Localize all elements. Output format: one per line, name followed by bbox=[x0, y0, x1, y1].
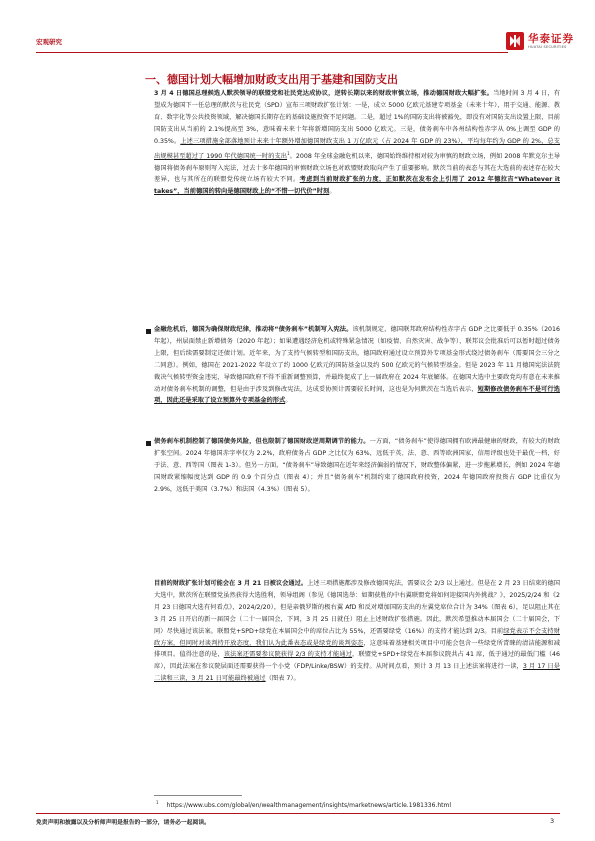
paragraph-1-text-b: 。2008 年全球金融危机以来，德国始终维持相对较为审慎的财政立场，例如 2008 年默克尔主导德国将债务刹车原则写入宪法，过去十多年德国的审慎财政立场也对欧盟财政取向产生了重要影响。默茨当前的表态与其在大选前的表述存在较大差异，也与其所在的联盟党传统立场有较大不同。 bbox=[154, 152, 560, 184]
paragraph-1-underline-2: 考虑到当前财政扩张的力度，正如默茨在发布会上引用了 2012 年德拉吉“Whatever it takes”，当前德国的转向是德国财政上的“不惜一切代价”时刻 bbox=[154, 176, 560, 196]
footnote-url[interactable]: https://www.ubs.com/global/en/wealthmanagement/insights/marketnews/article.1981336.html bbox=[166, 802, 451, 809]
paragraph-2-end: 。 bbox=[285, 397, 292, 405]
logo-text-cn: 华泰证券 bbox=[528, 33, 574, 45]
paragraph-4-underline: 绿党表示不会支持财政方案，但同时对谈判持开放态度，我们认为此番表态或是绿党的谈判姿态 bbox=[154, 627, 560, 647]
paragraph-4 bbox=[154, 578, 560, 685]
paragraph-2-text: 该机制规定，德国联邦政府结构性赤字占 GDP 之比要低于 0.35%（2016 年起），州层面禁止新增债务（2020 年起）；如果遭遇经济危机或特殊紧急情况（如疫情、自然灾害、战争等），联邦议会批准后可以暂时超过债务上限，但后续需要制定还债计划。近年来，为了支持气候转型和国防支出，德国政府通过设立预算外专项基金形式绕过债务刹车（需要国会三分之二同意）。例如，德国在 2021-2022 年设立了约 1000 亿欧元的国防基金以及约 500 亿欧元的气候转型基金。但是 2023 年 11 月德国宪法法院裁决气候转型资金违宪，导致德国政府不得不重新调整预算，并最终促成了上一届政府在 2024 年底解体。在德国大选中主要政党均有意在未来推动对债务刹车机制的调整，但是由于涉及到修改宪法，达成妥协预计需要较长时间，这也是为何默茨在当选后表示， bbox=[154, 326, 560, 393]
page-number: 3 bbox=[550, 817, 555, 825]
paragraph-4-lead: 目前的财政扩张计划可能会在 3 月 21 日被议会通过。 bbox=[154, 580, 308, 587]
paragraph-3-text: 一方面，“债务刹车”使得德国拥有欧洲最健康的财政，有较大的财政扩张空间。2024 年德国赤字率仅为 2.2%，政府债务占 GDP 之比仅为 63%，远低于英、法、意、西等欧洲国家，信用评级也处于最优一档，好于法、意、西等国（图表 1-3）。但另一方面，“债务刹车”导致德国在近年来经济偏弱的情况下，财政整体偏紧，进一步拖累增长，例如 2024 年德国财政紧缩幅度达到 GDP 的 0.9 个百分点（图表 4）；并且“债务刹车”机制约束了德国政府投资，2024 年德国政府投资占 GDP 比重仅为 2.9%，远低于美国（3.7%）和法国（4.3%）（图表 5）。 bbox=[154, 438, 560, 493]
paragraph-1 bbox=[154, 88, 560, 198]
footnote-ref[interactable]: 1 bbox=[287, 150, 290, 156]
section-tag: 宏观研究 bbox=[36, 38, 62, 46]
bullet-square-icon bbox=[146, 441, 151, 446]
paragraph-2 bbox=[154, 324, 560, 407]
footnote-rule bbox=[154, 795, 242, 796]
paragraph-2-lead: 金融危机后，德国为确保财政纪律，推动将“债务刹车”机制写入宪法。 bbox=[154, 326, 353, 333]
header-rule bbox=[36, 52, 508, 53]
paragraph-1-text: 当地时间 3 月 4 日，有望成为德国下一任总理的默茨与社民党（SPD）宣布三项财政扩张计划：一是，成立 5000 亿欧元基建专项基金（未来十年），用于交通、能源、教育、数字化等公共投资领域，解决德国长期存在的基础设施投资不足问题。二是，超过 1%的国防支出将被豁免，即没有对国防支出设置上限，目前国防支出从当前的 2.1%提高至 3%，意味着未来十年将新增国防支出 5000 亿欧元。三是，债务刹车中各州结构性赤字从 0%上调至 GDP 的 0.35%。 bbox=[154, 90, 560, 145]
brand-logo bbox=[506, 30, 574, 56]
footnote-number: 1 bbox=[156, 800, 159, 805]
paragraph-1-underline: 上述三项措施全部落地预计未来十年额外增加德国财政支出 1 万亿欧元（占 2024 年 GDP 的 23%），平均每年约为 GDP 的 2%，总支出规模甚至超过了 1990 年代德国统一时的支出 bbox=[154, 137, 560, 160]
logo-text-en: HUATAI SECURITIES bbox=[528, 45, 567, 49]
paragraph-3-lead: 债务刹车机制控制了德国债务风险，但也限制了德国财政逆周期调节的能力。 bbox=[154, 438, 370, 445]
bullet-square-icon bbox=[146, 329, 151, 334]
paragraph-1-lead: 3 月 4 日德国总理候选人默茨领导的联盟党和社民党达成协议，逆转长期以来的财政审慎立场，推动德国财政大幅扩张。 bbox=[154, 90, 494, 97]
paragraph-4-underline-3: 3 月 17 日是二读和三读，3 月 21 日可能最终被通过 bbox=[154, 663, 561, 683]
paragraph-2-underline: 短期修改债务刹车不是可行选项，因此还是采取了设立预算外专项基金的形式 bbox=[154, 385, 561, 405]
footer-rule bbox=[36, 813, 560, 814]
footer-disclaimer: 免责声明和披露以及分析师声明是报告的一部分，请务必一起阅读。 bbox=[36, 820, 210, 826]
paragraph-4-text: 上述三项措施都涉及修改德国宪法，需要议会 2/3 以上通过。但是在 2 月 23 日结束的德国大选中，默茨所在联盟党虽然获得大选胜利，领导组阁（参见《德国选举：如期获胜的中右翼联盟党将如何迎接国内外挑战？》，2025/2/24 和《2 月 23 日德国大选有何看点》，2024/2/20），但是亲俄罗斯的极右翼 AfD 和反对增加国防支出的左翼党席位合计为 34%（图表 6），足以阻止其在 3 月 25 日开启的新一届国会（二十一届国会，下同，3 月 25 日就任）阻止上述财政扩张措施。因此，默茨希望推动本届国会（二十届国会，下同）尽快通过该法案。联盟党+SPD+绿党在本届国会中的席位占比为 55%，还需要绿党（16%）的支持才能达到 2/3。目前 bbox=[154, 580, 561, 635]
footnote bbox=[156, 800, 451, 809]
section-heading: 一、德国计划大幅增加财政支出用于基建和国防支出 bbox=[145, 73, 398, 86]
paragraph-4-text-b: ，这意味着基建相关项目中可能会包含一些绿党所青睐的清洁能源和减排项目。值得注意的是， bbox=[154, 639, 560, 659]
paragraph-4-end: （图表 7）。 bbox=[265, 675, 300, 683]
paragraph-1-end: 。 bbox=[329, 188, 336, 196]
paragraph-4-underline-2: 该法案还需要参议院获得 2/3 的支持才能通过 bbox=[223, 651, 353, 659]
huatai-logo-icon bbox=[506, 32, 524, 50]
paragraph-3 bbox=[154, 436, 560, 496]
paragraph-4-text-c: ，联盟党+SPD+绿党在本届参议院共占 41 席，低于通过的最低门槛（46 席），因此法案在参议院层面还需要获得一个小党（FDP/Linke/BSW）的支持。从时间点看，预计 3 月 13 日上述法案将进行一读， bbox=[154, 651, 561, 671]
